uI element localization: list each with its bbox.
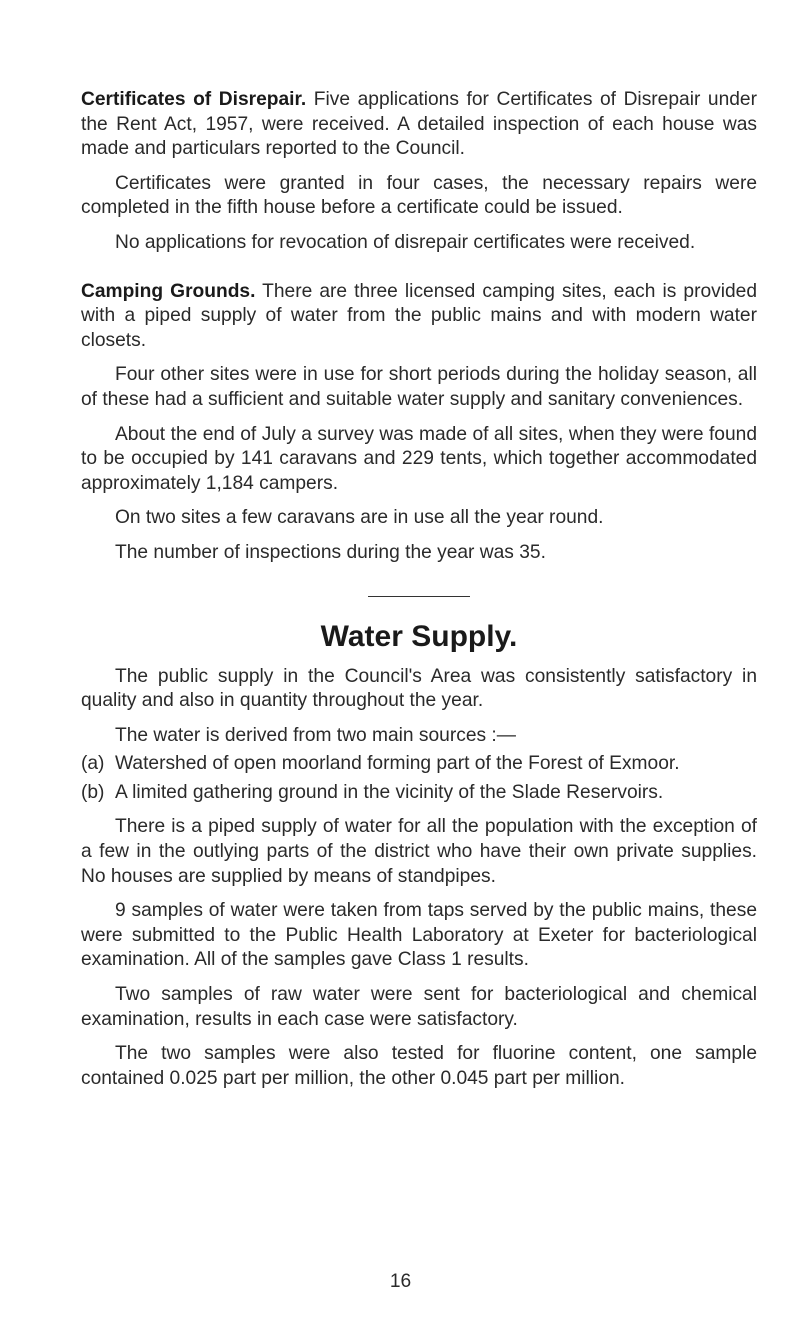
disrepair-paragraph-2: Certificates were granted in four cases, the necessary repairs were completed in the fifth house before a certificate could be issued. [81, 172, 757, 219]
water-source-item [81, 781, 757, 806]
page-number: 16 [389, 1271, 412, 1292]
document-page [81, 88, 757, 1091]
disrepair-heading: Certificates of Disrepair. [81, 89, 307, 110]
disrepair-paragraph-1 [81, 88, 757, 162]
water-paragraph-5: Two samples of raw water were sent for bacteriological and chemical examination, results in each case were satisfactory. [81, 984, 757, 1030]
water-supply-heading: Water Supply. [320, 619, 518, 653]
water-paragraph-3: There is a piped supply of water for all the population with the exception of a few in the outlying parts of the district who have their own private supplies. No houses are supplied by means of standpipes. [81, 816, 757, 887]
list-text: Watershed of open moorland forming part of the Forest of Exmoor. [115, 753, 680, 775]
water-paragraph-1: The public supply in the Council's Area was consistently satisfactory in quality and also in quantity throughout the year. [81, 665, 757, 712]
camping-paragraph-2: Four other sites were in use for short periods during the holiday season, all of these had a sufficient and suitable water supply and sanitary conveniences. [81, 364, 757, 410]
water-paragraph-6: The two samples were also tested for fluorine content, one sample contained 0.025 part per million, the other 0.045 part per million. [81, 1043, 757, 1089]
camping-paragraph-1 [81, 280, 757, 354]
camping-paragraph-4: On two sites a few caravans are in use all the year round. [115, 507, 604, 529]
water-source-item [81, 752, 757, 777]
camping-text-1: There are three licensed camping sites, each is provided with a piped supply of water from the public mains and with modern water closets. [81, 280, 757, 351]
camping-paragraph-5: The number of inspections during the year was 35. [115, 541, 546, 563]
disrepair-paragraph-3: No applications for revocation of disrepair certificates were received. [115, 231, 696, 253]
list-marker: (a) [81, 753, 105, 775]
camping-paragraph-3: About the end of July a survey was made of all sites, when they were found to be occupied by 141 caravans and 229 tents, which together accommodated approximately 1,184 campers. [81, 423, 757, 494]
section-divider [368, 596, 470, 597]
water-paragraph-2: The water is derived from two main sources :— [115, 724, 516, 746]
camping-heading: Camping Grounds. [81, 280, 256, 302]
list-marker: (b) [81, 781, 105, 803]
water-paragraph-4: 9 samples of water were taken from taps served by the public mains, these were submitted to the Public Health Laboratory at Exeter for bacteriological examination. All of the samples gave Class 1 results. [81, 900, 757, 971]
list-text: A limited gathering ground in the vicinity of the Slade Reservoirs. [115, 781, 664, 803]
disrepair-text-1: Five applications for Certificates of Disrepair under the Rent Act, 1957, were received. A detailed inspection of each house was made and particulars reported to the Council. [81, 89, 757, 160]
